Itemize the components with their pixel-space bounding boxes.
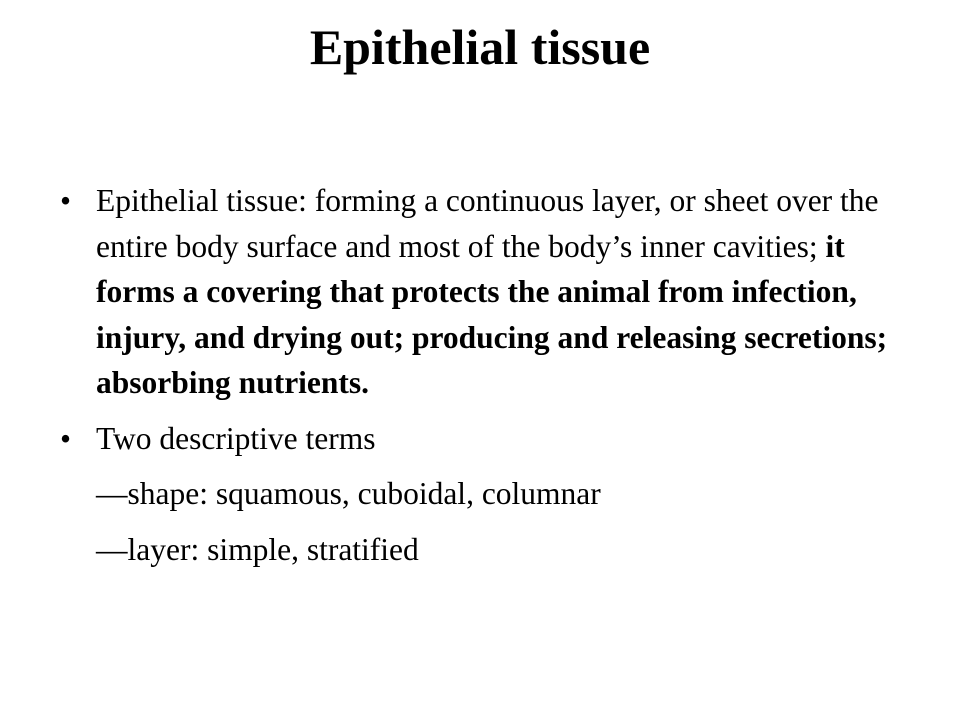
bullet-text: Two descriptive terms [96,420,376,456]
bullet-mark: • [60,183,72,218]
slide-title: Epithelial tissue [309,19,651,75]
bullet-text-bold: it forms a covering that protects the animal from infection, injury, and drying out; producing and releasing secretions; absorbing nutrients. [96,228,888,400]
bullet-item [60,178,900,406]
slide-body [60,178,900,582]
bullet-text-plain: Epithelial tissue: forming a continuous layer, or sheet over the entire body surface and most of the body’s inner cavities; [96,183,879,264]
sub-item-shape: —shape: squamous, cuboidal, columnar [96,476,601,511]
bullet-mark: • [60,420,72,456]
sub-item-layer: —layer: simple, stratified [96,531,419,567]
bullet-item [60,416,900,462]
